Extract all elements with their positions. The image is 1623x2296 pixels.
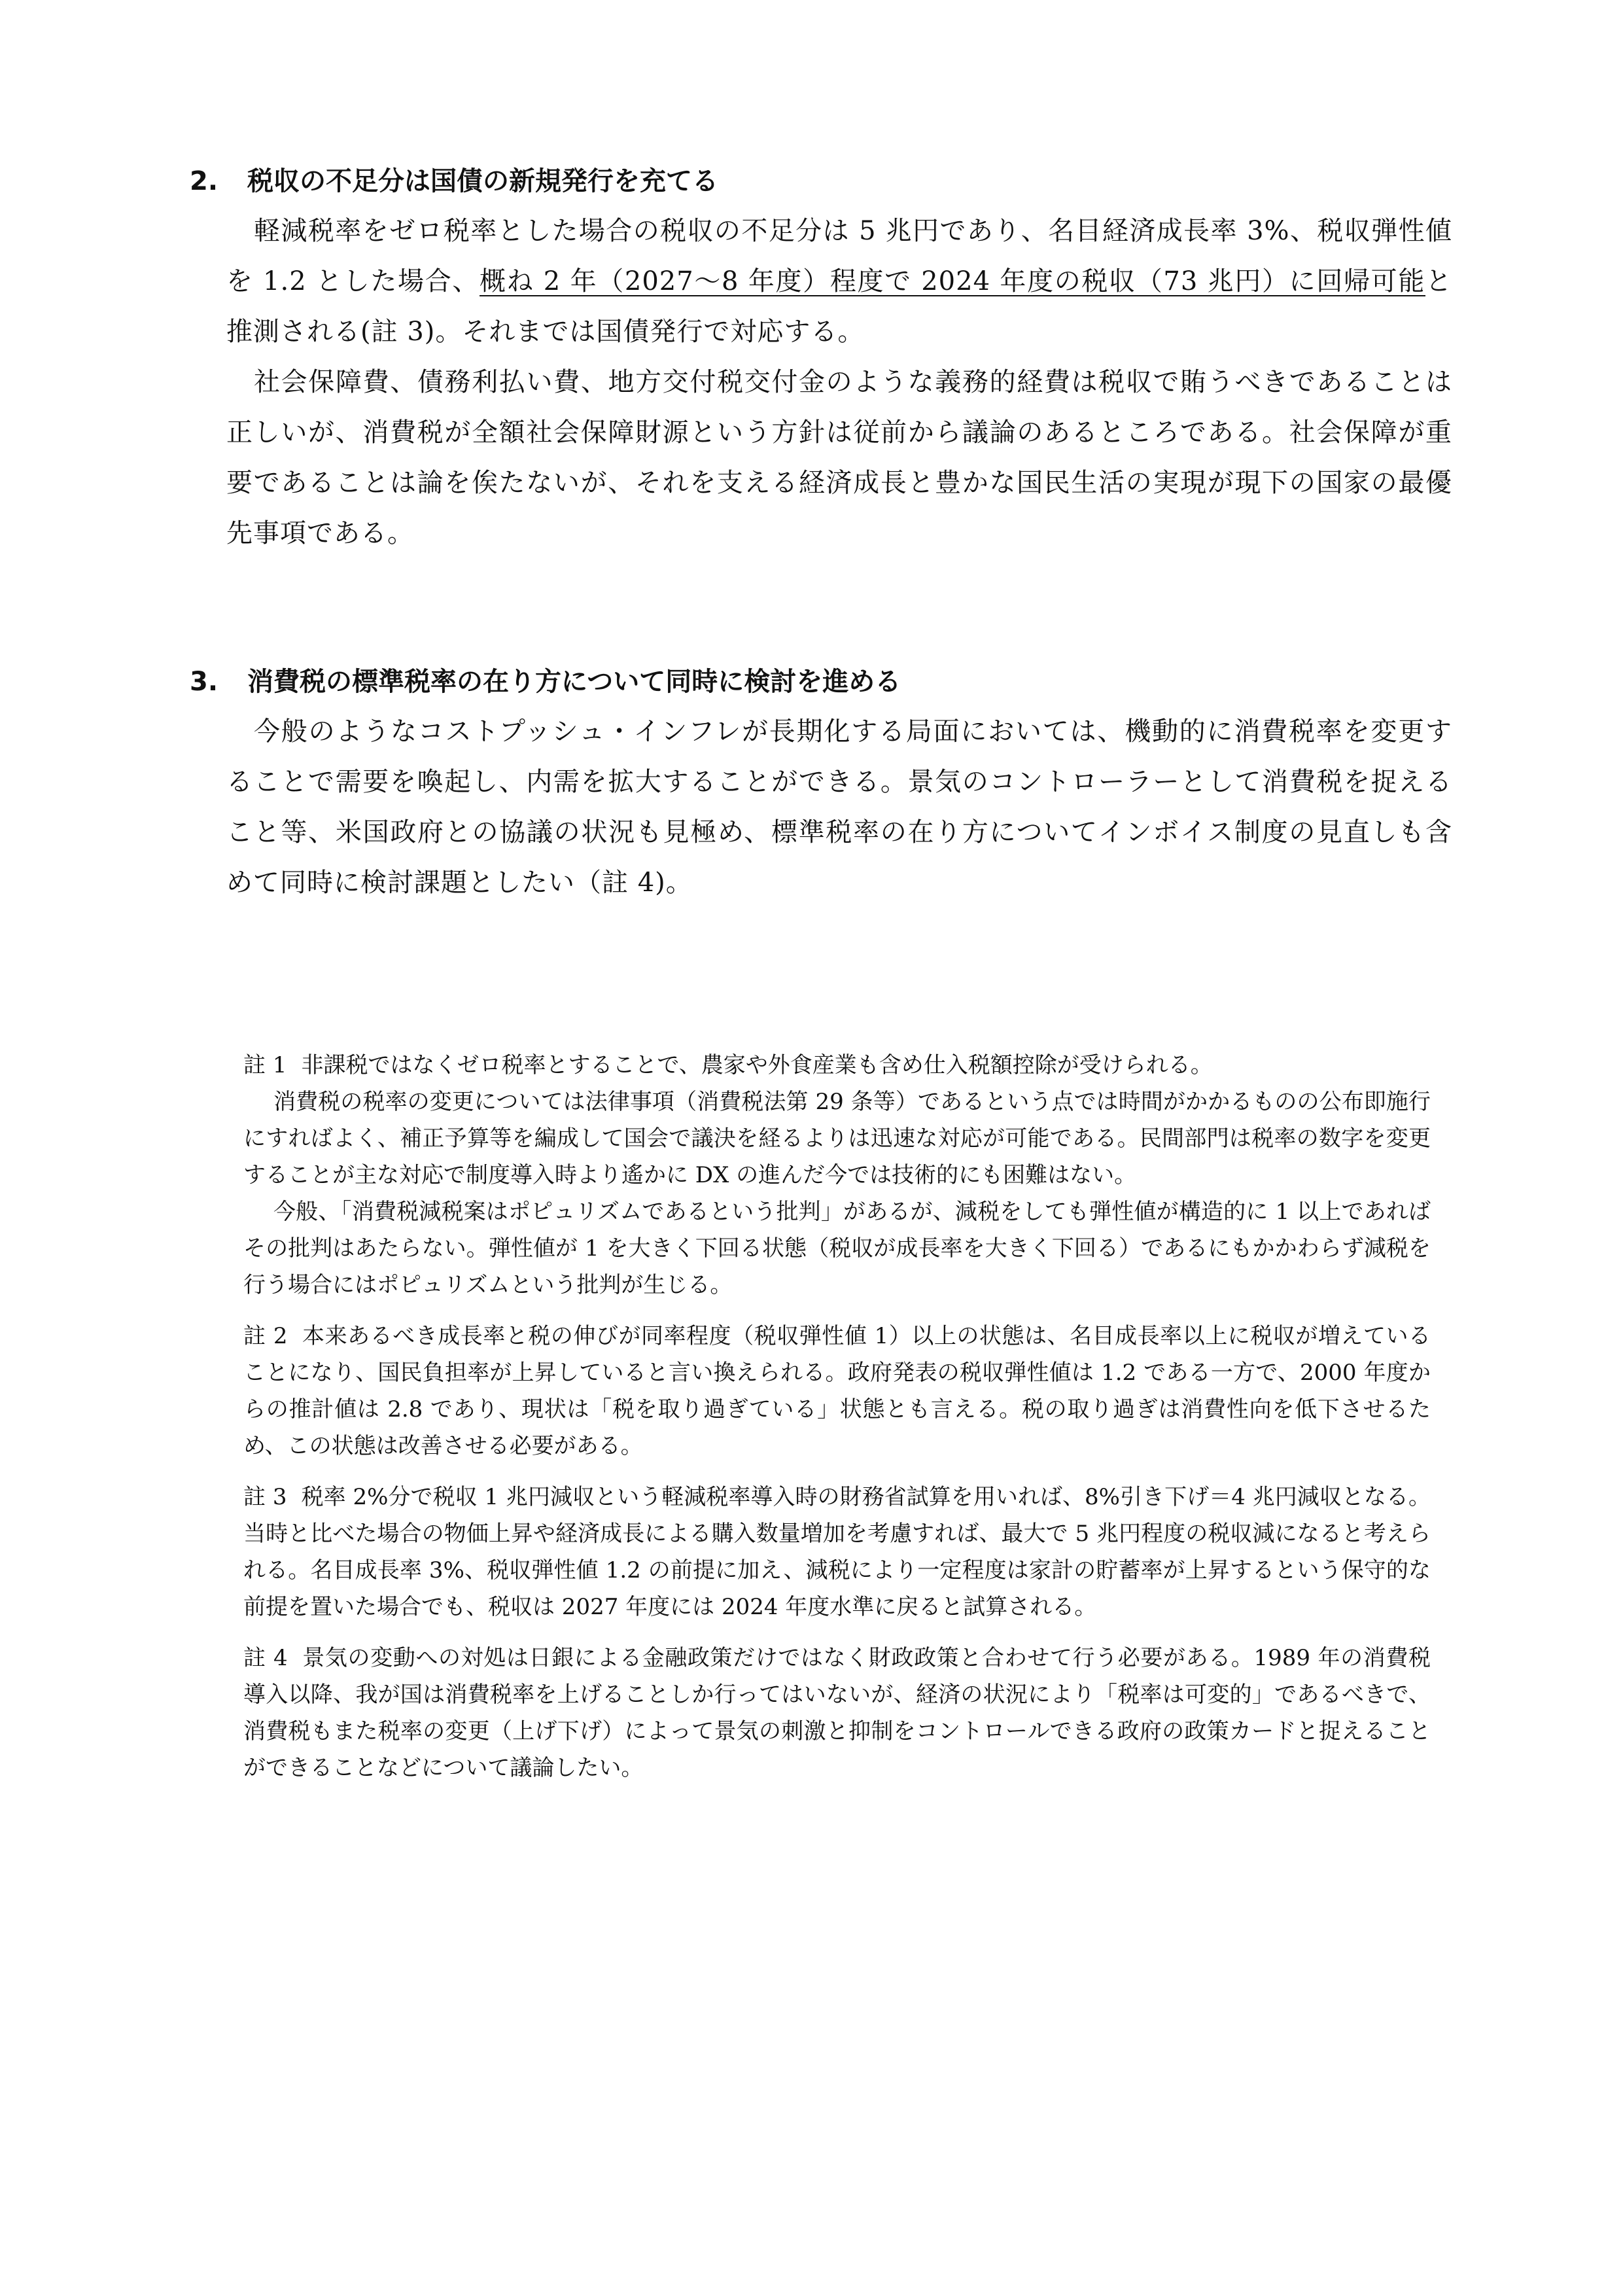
footnote-1 xyxy=(243,1047,1431,1303)
paragraph-text: と推測される(註 3)。それまでは国債発行で対応する。 xyxy=(226,266,1452,347)
footnote-label: 註 3 xyxy=(243,1484,287,1510)
footnote-text: 非課税ではなくゼロ税率とすることで、農家や外食産業も含め仕入税額控除が受けられる。 xyxy=(301,1052,1213,1078)
footnote-text: 本来あるべき成長率と税の伸びが同率程度（税収弾性値 1）以上の状態は、名目成長率以上に税収が増えていることになり、国民負担率が上昇していると言い換えられる。政府発表の税収弾性値は 1.2 である一方で、2000 年度からの推計値は 2.8 であり、現状は「税を取り過ぎている」状態とも言える。税の取り過ぎは消費性向を低下させるため、この状態は改善させる必要がある。 xyxy=(243,1323,1431,1459)
underlined-text: 概ね 2 年（2027〜8 年度）程度で 2024 年度の税収（73 兆円）に回帰可能 xyxy=(480,266,1425,296)
section-number: 3. xyxy=(190,667,218,697)
footnote-paragraph xyxy=(243,1479,1431,1625)
footnote-paragraph: 今般、「消費税減税案はポピュリズムであるという批判」があるが、減税をしても弾性値が構造的に 1 以上であればその批判はあたらない。弾性値が 1 を大きく下回る状態（税収が成長率を大きく下回る）であるにもかかわらず減税を行う場合にはポピュリズムという批判が生じる。 xyxy=(243,1199,1431,1298)
footnote-paragraph xyxy=(243,1047,1431,1084)
section-number: 2. xyxy=(190,166,218,196)
section-title: 消費税の標準税率の在り方について同時に検討を進める xyxy=(247,667,901,697)
footnote-2 xyxy=(243,1318,1431,1464)
paragraph: 社会保障費、債務利払い費、地方交付税交付金のような義務的経費は税収で賄うべきであることは正しいが、消費税が全額社会保障財源という方針は従前から議論のあるところである。社会保障が重要であることは論を俟たないが、それを支える経済成長と豊かな国民生活の実現が現下の国家の最優先事項である。 xyxy=(226,367,1452,548)
section-title: 税収の不足分は国債の新規発行を充てる xyxy=(247,166,718,196)
footnotes xyxy=(243,1047,1431,1801)
footnote-paragraph xyxy=(243,1318,1431,1464)
section-body xyxy=(226,206,1452,559)
section-body xyxy=(226,707,1452,908)
paragraph-text: 軽減税率をゼロ税率とした場合の税収の不足分は 5 兆円であり、名目経済成長率 3%、税収弾性値を 1.2 とした場合、 xyxy=(226,216,1452,296)
footnote-paragraph xyxy=(243,1640,1431,1786)
footnote-paragraph: 消費税の税率の変更については法律事項（消費税法第 29 条等）であるという点では時間がかかるものの公布即施行にすればよく、補正予算等を編成して国会で議決を経るよりは迅速な対応が可能である。民間部門は税率の数字を変更することが主な対応で制度導入時より遙かに DX の進んだ今では技術的にも困難はない。 xyxy=(243,1089,1431,1188)
section-heading xyxy=(190,661,1452,703)
section-heading xyxy=(190,160,1452,202)
footnote-text: 景気の変動への対処は日銀による金融政策だけではなく財政政策と合わせて行う必要がある。1989 年の消費税導入以降、我が国は消費税率を上げることしか行ってはいないが、経済の状況により「税率は可変的」であるべきで、消費税もまた税率の変更（上げ下げ）によって景気の刺激と抑制をコントロールできる政府の政策カードと捉えることができることなどについて議論したい。 xyxy=(243,1645,1431,1781)
footnote-label: 註 4 xyxy=(243,1645,288,1671)
footnote-3 xyxy=(243,1479,1431,1625)
footnote-text: 税率 2%分で税収 1 兆円減収という軽減税率導入時の財務省試算を用いれば、8%引き下げ＝4 兆円減収となる。当時と比べた場合の物価上昇や経済成長による購入数量増加を考慮すれば、最大で 5 兆円程度の税収減になると考えられる。名目成長率 3%、税収弾性値 1.2 の前提に加え、減税により一定程度は家計の貯蓄率が上昇するという保守的な前提を置いた場合でも、税収は 2027 年度には 2024 年度水準に戻ると試算される。 xyxy=(243,1484,1431,1620)
footnote-label: 註 1 xyxy=(243,1052,287,1078)
footnote-label: 註 2 xyxy=(243,1323,288,1349)
section-3 xyxy=(190,661,1452,908)
paragraph xyxy=(226,206,1452,357)
footnote-4 xyxy=(243,1640,1431,1786)
section-2 xyxy=(190,160,1452,559)
paragraph: 今般のようなコストプッシュ・インフレが長期化する局面においては、機動的に消費税率を変更することで需要を喚起し、内需を拡大することができる。景気のコントローラーとして消費税を捉えること等、米国政府との協議の状況も見極め、標準税率の在り方についてインボイス制度の見直しも含めて同時に検討課題としたい（註 4)。 xyxy=(226,716,1452,898)
